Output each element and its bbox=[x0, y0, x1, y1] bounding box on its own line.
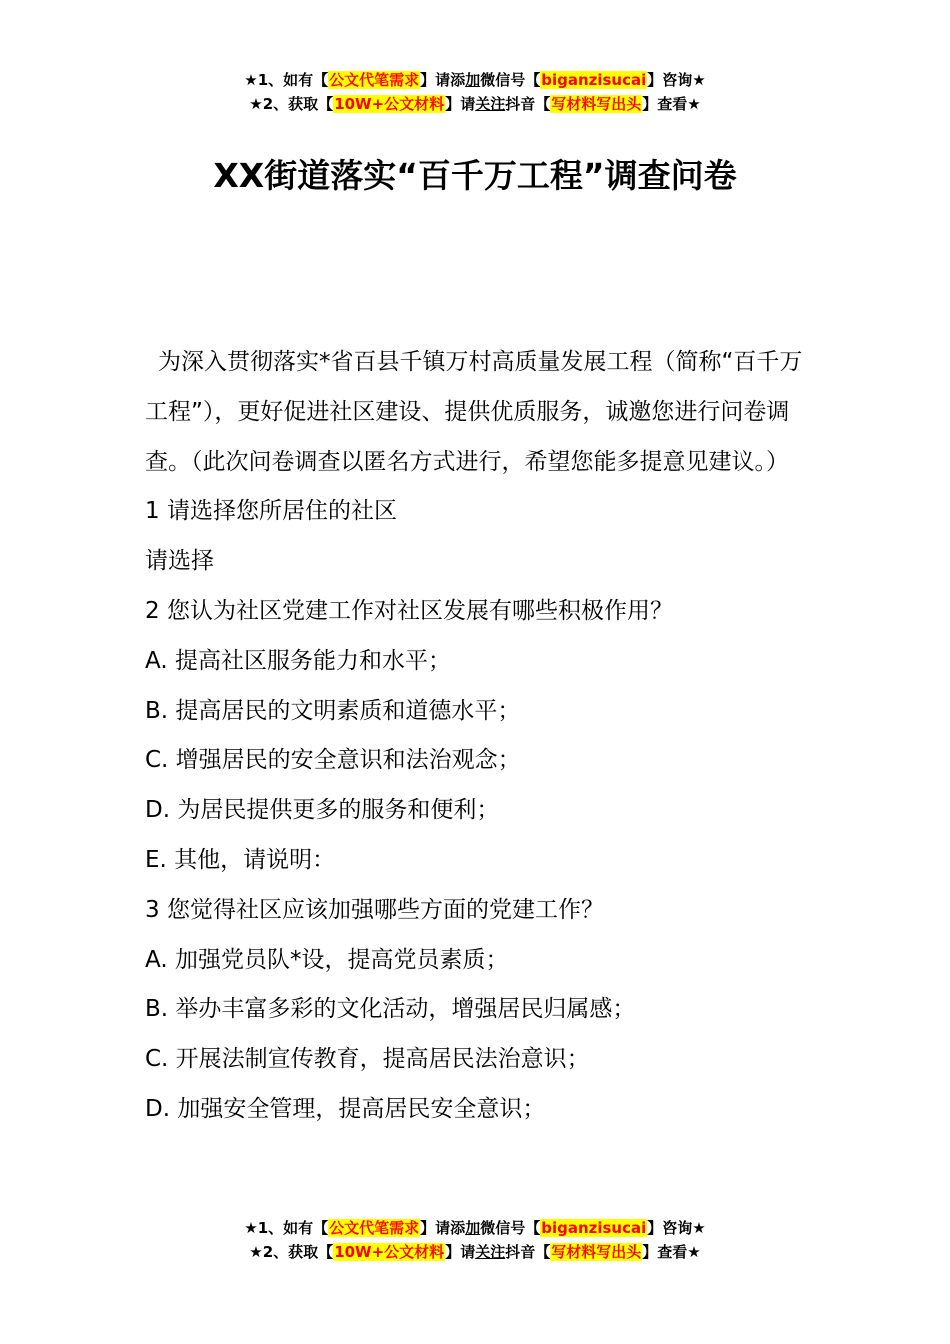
banner-text: ★1、如有【 bbox=[244, 71, 329, 89]
banner-line-1 bbox=[0, 68, 950, 92]
question-3: 3 您觉得社区应该加强哪些方面的党建工作？ bbox=[145, 896, 604, 923]
question-2-option-c: C. 增强居民的安全意识和法治观念； bbox=[145, 747, 521, 774]
question-2-option-a: A. 提高社区服务能力和水平； bbox=[145, 647, 451, 674]
banner-highlight: biganzisucai bbox=[541, 71, 647, 89]
banner-text: 】咨询★ bbox=[647, 71, 706, 89]
banner-highlight: biganzisucai bbox=[541, 1219, 647, 1237]
question-2-option-b: B. 提高居民的文明素质和道德水平； bbox=[145, 697, 521, 724]
banner-emphasis: 关注 bbox=[475, 95, 506, 113]
banner-line-2 bbox=[0, 1240, 950, 1264]
banner-emphasis: 加 bbox=[465, 1219, 481, 1237]
question-3-option-d: D. 加强安全管理，提高居民安全意识； bbox=[145, 1095, 546, 1122]
intro-paragraph: 为深入贯彻落实*省百县千镇万村高质量发展工程（简称“百千万工程”），更好促进社区建设、提供优质服务，诚邀您进行问卷调查。（此次问卷调查以匿名方式进行，希望您能多提意见建议。） bbox=[145, 349, 803, 475]
question-3-option-c: C. 开展法制宣传教育，提高居民法治意识； bbox=[145, 1046, 590, 1073]
banner-text: 】请 bbox=[445, 95, 476, 113]
question-3-option-a: A. 加强党员队*设，提高党员素质； bbox=[145, 946, 509, 973]
question-2-option-e: E. 其他，请说明： bbox=[145, 846, 336, 873]
banner-highlight: 10W+公文材料 bbox=[334, 95, 445, 113]
banner-text: 微信号【 bbox=[480, 71, 541, 89]
banner-text: 微信号【 bbox=[480, 1219, 541, 1237]
banner-highlight: 公文代笔需求 bbox=[329, 71, 420, 89]
banner-text: 】咨询★ bbox=[647, 1219, 706, 1237]
question-1: 1 请选择您所居住的社区 bbox=[145, 498, 397, 525]
banner-line-1 bbox=[0, 1216, 950, 1240]
banner-text: 抖音【 bbox=[505, 95, 551, 113]
banner-highlight: 10W+公文材料 bbox=[334, 1243, 445, 1261]
banner-emphasis: 关注 bbox=[475, 1243, 506, 1261]
banner-highlight: 写材料写出头 bbox=[551, 95, 642, 113]
banner-emphasis: 加 bbox=[465, 71, 481, 89]
banner-text: ★1、如有【 bbox=[244, 1219, 329, 1237]
banner-text: 】查看★ bbox=[642, 95, 701, 113]
question-1-answer: 请选择 bbox=[145, 548, 214, 575]
banner-highlight: 公文代笔需求 bbox=[329, 1219, 420, 1237]
question-2: 2 您认为社区党建工作对社区发展有哪些积极作用？ bbox=[145, 597, 673, 624]
banner-text: ★2、获取【 bbox=[249, 95, 334, 113]
banner-text: 】请添 bbox=[420, 71, 466, 89]
banner-text: 】查看★ bbox=[642, 1243, 701, 1261]
question-2-option-d: D. 为居民提供更多的服务和便利； bbox=[145, 797, 500, 824]
question-3-option-b: B. 举办丰富多彩的文化活动，增强居民归属感； bbox=[145, 996, 636, 1023]
banner-line-2 bbox=[0, 92, 950, 116]
header-banner bbox=[0, 68, 950, 116]
banner-text: 抖音【 bbox=[505, 1243, 551, 1261]
footer-banner bbox=[0, 1216, 950, 1264]
banner-highlight: 写材料写出头 bbox=[551, 1243, 642, 1261]
document-title: XX街道落实“百千万工程”调查问卷 bbox=[213, 156, 737, 195]
banner-text: 】请 bbox=[445, 1243, 476, 1261]
document-body bbox=[145, 338, 810, 1135]
banner-text: ★2、获取【 bbox=[249, 1243, 334, 1261]
banner-text: 】请添 bbox=[420, 1219, 466, 1237]
